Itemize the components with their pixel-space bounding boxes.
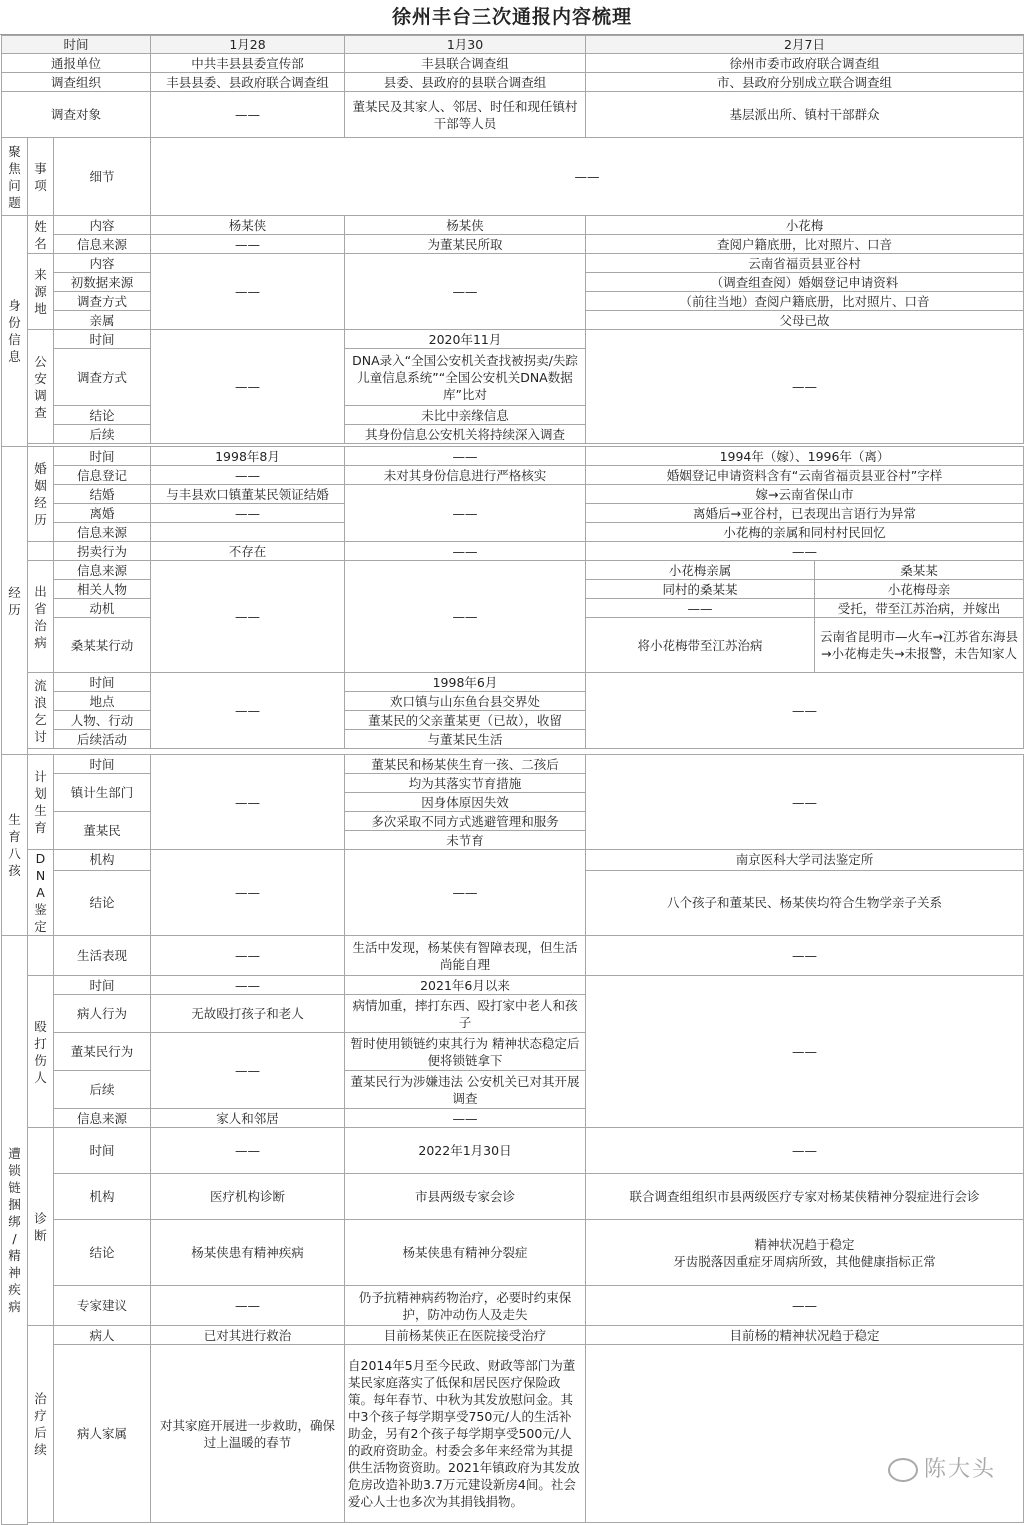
row-label: 时间	[54, 755, 151, 774]
cell: 与丰县欢口镇董某民领证结婚	[151, 485, 345, 504]
subgroup-label: 公 安 调 查	[28, 330, 54, 444]
cell: 联合调查组组织市县两级医疗专家对杨某侠精神分裂症进行会诊	[586, 1174, 1024, 1220]
group-label: 身 份 信 息	[2, 216, 28, 447]
row-label: 董某民行为	[54, 1033, 151, 1071]
cell: ——	[151, 254, 345, 330]
cell: 董某民和杨某侠生育一孩、二孩后	[345, 755, 586, 774]
group-label: 聚 焦 问 题	[2, 138, 28, 216]
cell: 目前杨的精神状况趋于稳定	[586, 1326, 1024, 1345]
cell: ——	[151, 92, 345, 138]
subgroup-label: 来 源 地	[28, 254, 54, 330]
row-label: 病人	[54, 1326, 151, 1345]
row-label: 时间	[54, 330, 151, 349]
cell: 对其家庭开展进一步救助，确保过上温暖的春节	[151, 1345, 345, 1523]
row-label: 后续活动	[54, 730, 151, 749]
cell: ——	[151, 466, 345, 485]
cell: ——	[151, 755, 345, 850]
row-label: 人物、行动	[54, 711, 151, 730]
cell: DNA录入“全国公安机关查找被拐卖/失踪儿童信息系统”“全国公安机关DNA数据库”比对	[345, 349, 586, 406]
cell: 受托，带至江苏治病，并嫁出	[815, 599, 1024, 618]
diag-conclusion-line-2: 牙齿脱落因重症牙周病所致，其他健康指标正常	[673, 1253, 936, 1269]
row-label: 时间	[54, 1128, 151, 1174]
cell: 无故殴打孩子和老人	[151, 995, 345, 1033]
cell: 生活中发现，杨某侠有智障表现，但生活尚能自理	[345, 936, 586, 976]
row-label: 结论	[54, 1220, 151, 1286]
subgroup-label: 治 疗 后 续	[28, 1326, 54, 1523]
watermark	[888, 1452, 996, 1483]
cell: 小花梅亲属	[586, 561, 815, 580]
row-label: 病人家属	[54, 1345, 151, 1523]
page-title: 徐州丰台三次通报内容梳理	[0, 0, 1024, 35]
cell: ——	[586, 936, 1024, 976]
cell: ——	[151, 1128, 345, 1174]
cell: ——	[586, 1128, 1024, 1174]
row-label: 信息来源	[54, 523, 151, 542]
header-date-2: 1月30	[345, 36, 586, 54]
row-label: 信息登记	[54, 466, 151, 485]
cell: ——	[345, 485, 586, 542]
cell: ——	[586, 1286, 1024, 1326]
cell: ——	[151, 1286, 345, 1326]
cell: 董某民及其家人、邻居、时任和现任镇村干部等人员	[345, 92, 586, 138]
row-label: 内容	[54, 216, 151, 235]
cell: ——	[151, 936, 345, 976]
cell: 医疗机构诊断	[151, 1174, 345, 1220]
row-label: 调查方式	[54, 292, 151, 311]
cell: 多次采取不同方式逃避管理和服务	[345, 812, 586, 831]
cell: 仍予抗精神病药物治疗，必要时约束保护，防冲动伤人及走失	[345, 1286, 586, 1326]
cell: 为董某民所取	[345, 235, 586, 254]
cell: 徐州市委市政府联合调查组	[586, 54, 1024, 73]
cell: 自2014年5月至今民政、财政等部门为董某民家庭落实了低保和居民医疗保险政策。每年春节、中秋为其发放慰问金。其中3个孩子每学期享受750元/人的生活补助金，另有2个孩子每学期享受500元/人的政府资助金。村委会多年来经常为其提供生活物资资助。2021年镇政府为其发放危房改造补助3.7万元建设新房4间。社会爱心人士也多次为其捐钱捐物。	[345, 1345, 586, 1523]
cell: ——	[151, 235, 345, 254]
cell: ——	[586, 755, 1024, 850]
row-label: 调查对象	[2, 92, 151, 138]
watermark-text: 陈大头	[923, 1457, 996, 1482]
cell: 市、县政府分别成立联合调查组	[586, 73, 1024, 92]
cell: 1994年（嫁）、1996年（离）	[586, 447, 1024, 466]
row-label: 后续	[54, 425, 151, 444]
cell: 暂时使用锁链约束其行为 精神状态稳定后便将锁链拿下	[345, 1033, 586, 1071]
row-label: 专家建议	[54, 1286, 151, 1326]
cell: 云南省昆明市—火车→江苏省东海县→小花梅走失→未报警，未告知家人	[815, 618, 1024, 673]
cell	[586, 1345, 1024, 1523]
cell: 云南省福贡县亚谷村	[586, 254, 1024, 273]
row-label: 时间	[54, 447, 151, 466]
cell: ——	[151, 1033, 345, 1109]
cell: 基层派出所、镇村干部群众	[586, 92, 1024, 138]
cell: ——	[345, 254, 586, 330]
cell: ——	[586, 599, 815, 618]
cell: 家人和邻居	[151, 1109, 345, 1128]
row-label: 信息来源	[54, 1109, 151, 1128]
cell: ——	[151, 504, 345, 523]
cell: 将小花梅带至江苏治病	[586, 618, 815, 673]
cell: ——	[345, 542, 586, 561]
subgroup-label: 计 划 生 育	[28, 755, 54, 850]
row-label: 细节	[54, 138, 151, 216]
cell: ——	[586, 673, 1024, 749]
subgroup-label: D N A 鉴 定	[28, 850, 54, 936]
cell: 离婚后→亚谷村，已表现出言语行为异常	[586, 504, 1024, 523]
subgroup-label: 诊 断	[28, 1128, 54, 1326]
row-label: 调查方式	[54, 349, 151, 406]
row-label: 病人行为	[54, 995, 151, 1033]
row-label: 初数据来源	[54, 273, 151, 292]
cell: 南京医科大学司法鉴定所	[586, 850, 1024, 871]
cell: ——	[151, 673, 345, 749]
cell: 小花梅母亲	[815, 580, 1024, 599]
row-label: 镇计生部门	[54, 774, 151, 812]
row-label: 桑某某行动	[54, 618, 151, 673]
row-label: 时间	[54, 976, 151, 995]
cell: 杨某侠	[151, 216, 345, 235]
cell: ——	[345, 447, 586, 466]
cell: ——	[586, 330, 1024, 444]
row-label: 内容	[54, 254, 151, 273]
cell: 杨某侠	[345, 216, 586, 235]
cell: 桑某某	[815, 561, 1024, 580]
diag-conclusion-line-1: 精神状况趋于稳定	[754, 1236, 855, 1252]
row-label: 离婚	[54, 504, 151, 523]
row-label: 拐卖行为	[54, 542, 151, 561]
header-date-3: 2月7日	[586, 36, 1024, 54]
cell: ——	[151, 561, 345, 673]
group-label: 生 育 八 孩	[2, 755, 28, 936]
row-label: 后续	[54, 1071, 151, 1109]
header-time-label: 时间	[2, 36, 151, 54]
cell	[151, 523, 345, 542]
row-label: 机构	[54, 850, 151, 871]
row-label: 机构	[54, 1174, 151, 1220]
row-label: 亲属	[54, 311, 151, 330]
cell: 已对其进行救治	[151, 1326, 345, 1345]
cell: 因身体原因失效	[345, 793, 586, 812]
subgroup-label: 殴 打 伤 人	[28, 976, 54, 1128]
row-label: 调查组织	[2, 73, 151, 92]
cell: ——	[586, 542, 1024, 561]
row-label: 结论	[54, 406, 151, 425]
cell: ——	[345, 850, 586, 936]
row-label: 地点	[54, 692, 151, 711]
cell: 市县两级专家会诊	[345, 1174, 586, 1220]
cell: 董某民的父亲董某更（已故），收留	[345, 711, 586, 730]
cell: 未比中亲缘信息	[345, 406, 586, 425]
cell: ——	[151, 976, 345, 995]
cell: 董某民行为涉嫌违法 公安机关已对其开展调查	[345, 1071, 586, 1109]
wechat-icon	[888, 1458, 918, 1482]
cell: 杨某侠患有精神分裂症	[345, 1220, 586, 1286]
cell: 2022年1月30日	[345, 1128, 586, 1174]
row-label: 结论	[54, 870, 151, 935]
cell	[586, 1220, 1024, 1286]
cell: 2021年6月以来	[345, 976, 586, 995]
cell: 2020年11月	[345, 330, 586, 349]
row-label: 相关人物	[54, 580, 151, 599]
cell: 1998年6月	[345, 673, 586, 692]
group-label: 遭 锁 链 捆 绑 / 精 神 疾 病	[2, 936, 28, 1525]
subgroup-label: 事 项	[28, 138, 54, 216]
cell: 欢口镇与山东鱼台县交界处	[345, 692, 586, 711]
cell: 杨某侠患有精神疾病	[151, 1220, 345, 1286]
cell: 病情加重，摔打东西、殴打家中老人和孩子	[345, 995, 586, 1033]
row-label: 动机	[54, 599, 151, 618]
cell: 丰县联合调查组	[345, 54, 586, 73]
cell: 小花梅	[586, 216, 1024, 235]
subgroup-label: 出 省 治 病	[28, 561, 54, 673]
row-label: 信息来源	[54, 235, 151, 254]
cell: 八个孩子和董某民、杨某侠均符合生物学亲子关系	[586, 870, 1024, 935]
cell: 与董某民生活	[345, 730, 586, 749]
cell: ——	[345, 561, 586, 673]
subgroup-label	[28, 542, 54, 561]
cell: 中共丰县县委宣传部	[151, 54, 345, 73]
row-label: 信息来源	[54, 561, 151, 580]
cell: ——	[345, 1109, 586, 1128]
cell: 同村的桑某某	[586, 580, 815, 599]
cell: 未对其身份信息进行严格核实	[345, 466, 586, 485]
cell: 查阅户籍底册，比对照片、口音	[586, 235, 1024, 254]
cell: 丰县县委、县政府联合调查组	[151, 73, 345, 92]
cell: （调查组查阅）婚姻登记申请资料	[586, 273, 1024, 292]
subgroup-label: 姓 名	[28, 216, 54, 254]
cell: 未节育	[345, 831, 586, 850]
cell: 嫁→云南省保山市	[586, 485, 1024, 504]
cell: 目前杨某侠正在医院接受治疗	[345, 1326, 586, 1345]
row-label: 生活表现	[54, 936, 151, 976]
subgroup-label: 流 浪 乞 讨	[28, 673, 54, 749]
cell: 1998年8月	[151, 447, 345, 466]
row-label: 结婚	[54, 485, 151, 504]
row-label: 通报单位	[2, 54, 151, 73]
cell: 其身份信息公安机关将持续深入调查	[345, 425, 586, 444]
header-date-1: 1月28	[151, 36, 345, 54]
cell: （前往当地）查阅户籍底册，比对照片、口音	[586, 292, 1024, 311]
cell: 婚姻登记申请资料含有“云南省福贡县亚谷村”字样	[586, 466, 1024, 485]
cell: 父母已故	[586, 311, 1024, 330]
cell: ——	[151, 330, 345, 444]
cell: 均为其落实节育措施	[345, 774, 586, 793]
subgroup-label: 婚 姻 经 历	[28, 447, 54, 542]
cell: ——	[586, 976, 1024, 1128]
cell: 县委、县政府的县联合调查组	[345, 73, 586, 92]
cell: 不存在	[151, 542, 345, 561]
group-label: 经 历	[2, 447, 28, 755]
comparison-table	[1, 35, 1024, 1525]
row-label: 时间	[54, 673, 151, 692]
cell: ——	[151, 850, 345, 936]
row-label: 董某民	[54, 812, 151, 850]
subgroup-label	[28, 936, 54, 976]
cell: ——	[151, 138, 1024, 216]
cell: 小花梅的亲属和同村村民回忆	[586, 523, 1024, 542]
